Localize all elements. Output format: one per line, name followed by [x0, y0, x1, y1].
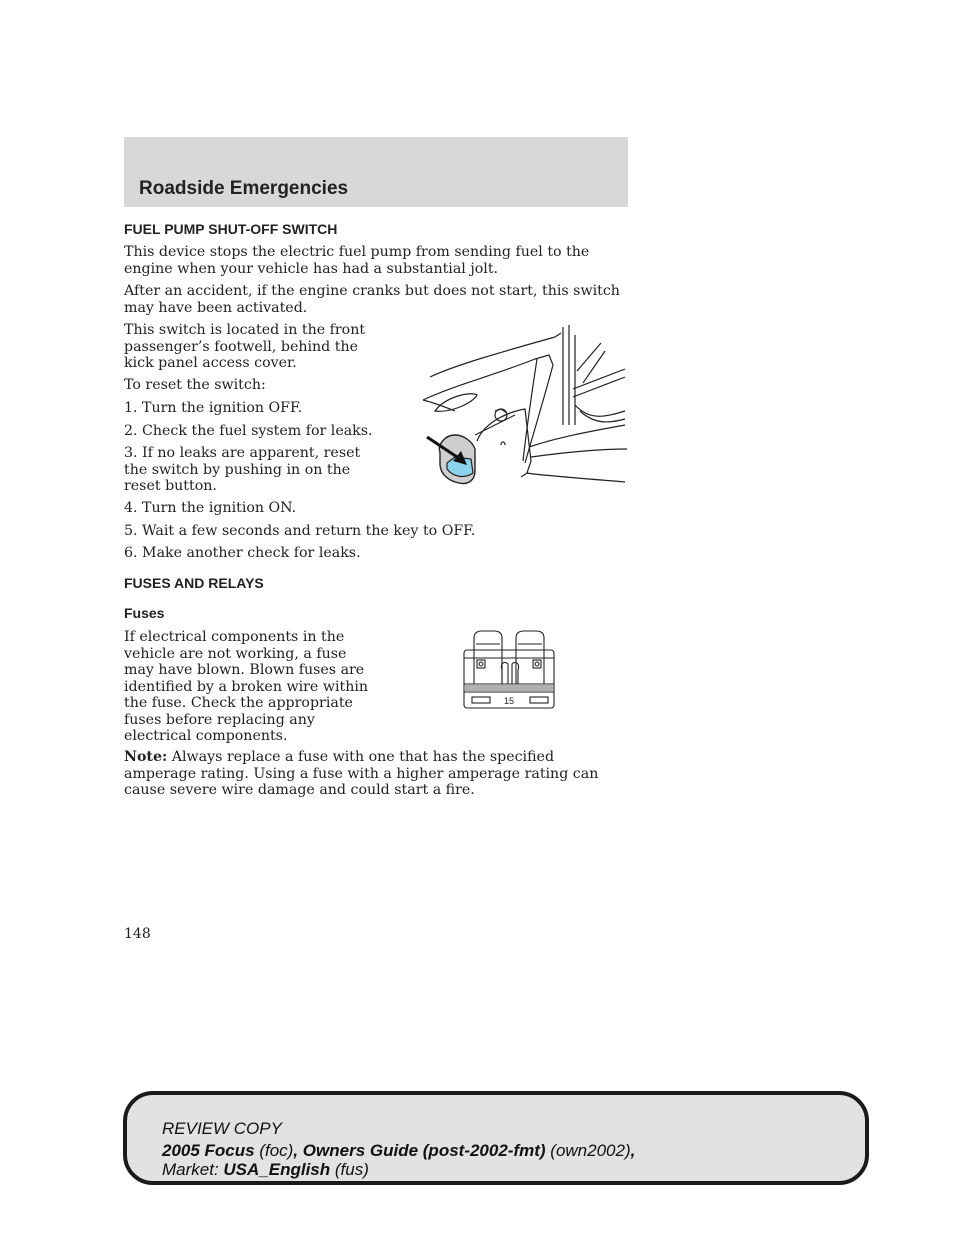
fuses-relays-heading: FUSES AND RELAYS	[124, 575, 264, 591]
footer-guide: Owners Guide (post-2002-fmt)	[302, 1141, 546, 1160]
fuse-note	[124, 749, 624, 799]
fuel-pump-heading: FUEL PUMP SHUT-OFF SWITCH	[124, 221, 338, 237]
footer-model-code: (foc)	[254, 1141, 294, 1160]
footer-sep-1: ,	[293, 1141, 303, 1160]
footer-guide-code: (own2002)	[545, 1141, 631, 1160]
page-number: 148	[124, 926, 151, 942]
footer-sep-2: ,	[630, 1141, 636, 1160]
footer-market: USA_English	[223, 1160, 331, 1179]
note-text: Always replace a fuse with one that has the specified amperage rating. Using a fuse with a higher amperage rating can cause severe wire damage and could start a fire.	[124, 749, 599, 798]
reset-step-3: 3. If no leaks are apparent, reset the switch by pushing in on the reset button.	[124, 445, 361, 494]
fuse-rating-label: 15	[503, 696, 515, 706]
footer-line-2	[162, 1141, 635, 1161]
section-title: Roadside Emergencies	[139, 178, 349, 199]
review-copy-footer	[123, 1091, 869, 1185]
fuse-illustration	[462, 630, 557, 712]
fuel-pump-para-2: After an accident, if the engine cranks but does not start, this switch may have been activated.	[124, 283, 620, 316]
footer-line-3	[162, 1160, 369, 1180]
fuses-para: If electrical components in the vehicle are not working, a fuse may have blown. Blown fuses are identified by a broken wire within the fuse. Check the appropriate fuses before replacing any electrical components.	[124, 629, 369, 744]
reset-step-2: 2. Check the fuel system for leaks.	[124, 423, 373, 439]
note-label: Note:	[124, 749, 168, 765]
footer-market-label: Market:	[162, 1160, 224, 1179]
fuel-pump-switch-illustration	[415, 325, 627, 487]
reset-step-1: 1. Turn the ignition OFF.	[124, 400, 303, 416]
reset-step-5: 5. Wait a few seconds and return the key to OFF.	[124, 523, 476, 539]
footer-model: 2005 Focus	[162, 1141, 255, 1160]
footer-market-code: (fus)	[330, 1160, 369, 1179]
fuses-subheading: Fuses	[124, 605, 165, 621]
reset-step-4: 4. Turn the ignition ON.	[124, 500, 297, 516]
fuel-pump-para-3: This switch is located in the front passenger’s footwell, behind the kick panel access cover.	[124, 322, 366, 371]
reset-step-6: 6. Make another check for leaks.	[124, 545, 361, 561]
reset-intro: To reset the switch:	[124, 377, 266, 393]
section-header-band	[124, 137, 628, 207]
fuel-pump-para-1: This device stops the electric fuel pump from sending fuel to the engine when your vehicle has had a substantial jolt.	[124, 244, 590, 277]
footer-review-copy: REVIEW COPY	[162, 1119, 282, 1138]
